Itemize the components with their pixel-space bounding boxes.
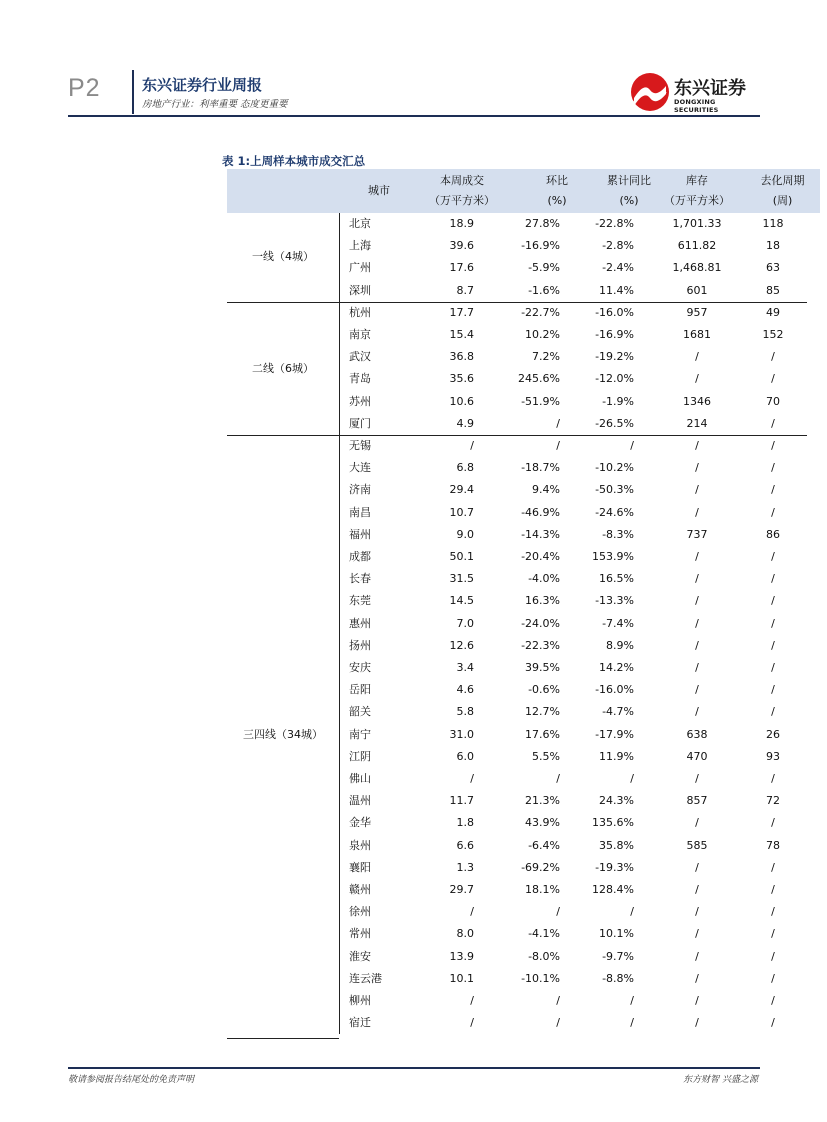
wow-cell: /	[556, 439, 560, 452]
header-ytd-yoy: 累计同比	[607, 174, 651, 187]
weekly-volume-cell: 11.7	[449, 794, 474, 808]
weekly-volume-cell: 1.3	[456, 860, 474, 874]
city-cell: 连云港	[349, 971, 382, 985]
inventory-cell: 638	[686, 727, 708, 741]
ytd-yoy-cell: -7.4%	[602, 616, 634, 630]
wow-cell: 12.7%	[525, 705, 560, 719]
wow-cell: -1.6%	[528, 283, 560, 297]
destock-cycle-cell: /	[771, 883, 775, 896]
destock-cycle-cell: /	[771, 372, 775, 386]
ytd-yoy-cell: 10.1%	[599, 927, 634, 941]
city-cell: 上海	[349, 239, 371, 253]
city-cell: 江阴	[349, 749, 371, 763]
wow-cell: /	[556, 1016, 560, 1030]
city-cell: 武汉	[349, 350, 371, 364]
city-cell: 韶关	[349, 705, 371, 719]
ytd-yoy-cell: 153.9%	[592, 550, 634, 563]
inventory-cell: /	[695, 927, 699, 941]
header-divider	[132, 70, 134, 114]
ytd-yoy-cell: -9.7%	[602, 949, 634, 963]
ytd-yoy-cell: 11.4%	[599, 283, 634, 297]
header-inventory-unit: （万平方米）	[664, 194, 730, 207]
company-logo	[630, 70, 760, 114]
ytd-yoy-cell: -2.4%	[602, 261, 634, 275]
inventory-cell: /	[695, 483, 699, 497]
wow-cell: 245.6%	[518, 372, 560, 386]
destock-cycle-cell: /	[771, 572, 775, 586]
destock-cycle-cell: 78	[766, 838, 780, 852]
report-title: 东兴证券行业周报	[142, 76, 263, 94]
weekly-volume-cell: 39.6	[449, 239, 474, 253]
weekly-volume-cell: /	[470, 905, 474, 919]
destock-cycle-cell: /	[771, 705, 775, 719]
wow-cell: 10.2%	[525, 328, 560, 341]
ytd-yoy-cell: -19.2%	[595, 350, 634, 364]
wow-cell: 27.8%	[525, 217, 560, 230]
wow-cell: -24.0%	[521, 616, 560, 630]
city-cell: 北京	[349, 217, 371, 230]
city-cell: 南昌	[349, 505, 371, 519]
ytd-yoy-cell: -24.6%	[595, 505, 634, 519]
destock-cycle-cell: /	[771, 860, 775, 874]
header-weekly-volume-unit: （万平方米）	[429, 194, 495, 207]
weekly-volume-cell: /	[470, 994, 474, 1007]
weekly-volume-cell: 7.0	[456, 616, 474, 630]
inventory-cell: /	[695, 505, 699, 519]
weekly-volume-cell: 9.0	[456, 527, 474, 541]
wow-cell: -4.1%	[528, 927, 560, 941]
city-cell: 金华	[349, 816, 371, 830]
weekly-volume-cell: 17.6	[449, 261, 474, 275]
inventory-cell: /	[695, 661, 699, 674]
ytd-yoy-cell: /	[630, 1016, 634, 1030]
wow-cell: -51.9%	[521, 394, 560, 408]
weekly-volume-cell: /	[470, 439, 474, 452]
header-inventory: 库存	[686, 174, 708, 187]
inventory-cell: 957	[686, 305, 708, 319]
weekly-volume-cell: 10.1	[449, 971, 474, 985]
ytd-yoy-cell: -8.3%	[602, 527, 634, 541]
city-cell: 温州	[349, 794, 371, 808]
wow-cell: -20.4%	[521, 550, 560, 563]
destock-cycle-cell: 63	[766, 261, 780, 275]
city-cell: 赣州	[349, 883, 371, 896]
destock-cycle-cell: /	[771, 594, 775, 608]
destock-cycle-cell: /	[771, 905, 775, 919]
destock-cycle-cell: /	[771, 416, 775, 430]
inventory-cell: 1,701.33	[672, 217, 722, 230]
city-cell: 杭州	[349, 305, 371, 319]
wow-cell: 7.2%	[532, 350, 560, 364]
weekly-volume-cell: 5.8	[456, 705, 474, 719]
city-cell: 东莞	[349, 594, 371, 608]
wow-cell: /	[556, 772, 560, 785]
wow-cell: 16.3%	[525, 594, 560, 608]
wow-cell: -14.3%	[521, 527, 560, 541]
city-cell: 大连	[349, 461, 371, 475]
tier-label: 三四线（34城）	[243, 728, 323, 741]
ytd-yoy-cell: 8.9%	[606, 638, 634, 652]
weekly-volume-cell: 10.6	[449, 394, 474, 408]
ytd-yoy-cell: 35.8%	[599, 838, 634, 852]
weekly-volume-cell: 8.0	[456, 927, 474, 941]
ytd-yoy-cell: 24.3%	[599, 794, 634, 808]
city-cell: 广州	[349, 261, 371, 275]
footer-disclaimer: 敬请参阅报告结尾处的免责声明	[68, 1075, 195, 1085]
tier-label: 一线（4城）	[252, 250, 314, 263]
table-header	[227, 169, 820, 213]
weekly-volume-cell: 31.5	[449, 572, 474, 586]
wow-cell: -0.6%	[528, 683, 560, 697]
ytd-yoy-cell: -16.9%	[595, 328, 634, 341]
header-ytd-yoy-unit: (%)	[619, 194, 639, 207]
inventory-cell: /	[695, 949, 699, 963]
wow-cell: 5.5%	[532, 749, 560, 763]
destock-cycle-cell: 93	[766, 749, 780, 763]
inventory-cell: /	[695, 971, 699, 985]
city-cell: 宿迁	[349, 1016, 371, 1030]
weekly-volume-cell: 29.7	[449, 883, 474, 896]
city-cell: 深圳	[349, 283, 371, 297]
ytd-yoy-cell: /	[630, 772, 634, 785]
city-cell: 岳阳	[349, 683, 371, 697]
inventory-cell: /	[695, 594, 699, 608]
inventory-cell: 1346	[683, 394, 711, 408]
inventory-cell: /	[695, 1016, 699, 1030]
city-cell: 安庆	[349, 661, 371, 674]
inventory-cell: 470	[686, 749, 708, 763]
destock-cycle-cell: 18	[766, 239, 780, 253]
inventory-cell: /	[695, 638, 699, 652]
inventory-cell: /	[695, 350, 699, 364]
ytd-yoy-cell: 128.4%	[592, 883, 634, 896]
inventory-cell: 1681	[683, 328, 711, 341]
ytd-yoy-cell: -4.7%	[602, 705, 634, 719]
header-weekly-volume: 本周成交	[440, 174, 484, 187]
weekly-volume-cell: 13.9	[449, 949, 474, 963]
inventory-cell: 585	[686, 838, 708, 852]
city-cell: 无锡	[349, 439, 371, 452]
inventory-cell: /	[695, 772, 699, 785]
weekly-volume-cell: 1.8	[456, 816, 474, 830]
footer-slogan: 东方财智 兴盛之源	[683, 1075, 758, 1085]
destock-cycle-cell: /	[771, 994, 775, 1007]
inventory-cell: /	[695, 550, 699, 563]
destock-cycle-cell: 152	[762, 328, 784, 341]
destock-cycle-cell: /	[771, 683, 775, 697]
city-cell: 柳州	[349, 994, 371, 1007]
wow-cell: 43.9%	[525, 816, 560, 830]
city-cell: 苏州	[349, 394, 371, 408]
ytd-yoy-cell: /	[630, 439, 634, 452]
ytd-yoy-cell: /	[630, 905, 634, 919]
city-cell: 厦门	[349, 416, 371, 430]
weekly-volume-cell: 29.4	[449, 483, 474, 497]
tier-label: 二线（6城）	[252, 361, 314, 375]
ytd-yoy-cell: -1.9%	[602, 394, 634, 408]
weekly-volume-cell: 3.4	[456, 661, 474, 674]
ytd-yoy-cell: -8.8%	[602, 971, 634, 985]
header-wow: 环比	[546, 174, 568, 187]
inventory-cell: /	[695, 905, 699, 919]
city-cell: 南京	[349, 328, 371, 341]
inventory-cell: /	[695, 816, 699, 830]
weekly-volume-cell: 14.5	[449, 594, 474, 608]
wow-cell: /	[556, 416, 560, 430]
table-body	[227, 213, 820, 1040]
header-destock-cycle-unit: (周)	[772, 194, 793, 207]
wow-cell: 18.1%	[525, 883, 560, 896]
city-cell: 徐州	[349, 905, 371, 919]
weekly-volume-cell: 18.9	[449, 217, 474, 230]
tier-divider	[339, 213, 340, 302]
page-number: P2	[68, 74, 101, 102]
city-cell: 长春	[349, 572, 371, 586]
group-rule	[227, 1038, 339, 1039]
logo-text: 东兴证券	[674, 78, 746, 99]
destock-cycle-cell: /	[771, 927, 775, 941]
ytd-yoy-cell: -13.3%	[595, 594, 634, 608]
inventory-cell: /	[695, 683, 699, 697]
wow-cell: -18.7%	[521, 461, 560, 475]
wow-cell: -5.9%	[528, 261, 560, 275]
city-cell: 佛山	[349, 772, 371, 785]
report-subtitle: 房地产行业：利率重要 态度更重要	[142, 99, 288, 110]
city-cell: 福州	[349, 527, 371, 541]
ytd-yoy-cell: 135.6%	[592, 816, 634, 830]
weekly-volume-cell: 12.6	[449, 638, 474, 652]
weekly-volume-cell: /	[470, 772, 474, 785]
ytd-yoy-cell: -12.0%	[595, 372, 634, 386]
destock-cycle-cell: /	[771, 772, 775, 785]
city-cell: 成都	[349, 550, 371, 563]
inventory-cell: /	[695, 439, 699, 452]
weekly-volume-cell: 4.9	[456, 416, 474, 430]
ytd-yoy-cell: 16.5%	[599, 572, 634, 586]
inventory-cell: /	[695, 994, 699, 1007]
wow-cell: 17.6%	[525, 727, 560, 741]
inventory-cell: /	[695, 860, 699, 874]
weekly-volume-cell: /	[470, 1016, 474, 1030]
inventory-cell: 857	[686, 794, 708, 808]
destock-cycle-cell: /	[771, 505, 775, 519]
wow-cell: /	[556, 905, 560, 919]
ytd-yoy-cell: -26.5%	[595, 416, 634, 430]
destock-cycle-cell: 86	[766, 527, 780, 541]
wow-cell: -10.1%	[521, 971, 560, 985]
logo-english: DONGXING SECURITIES	[674, 98, 719, 114]
page-header	[68, 66, 760, 116]
wow-cell: -22.7%	[521, 305, 560, 319]
weekly-volume-cell: 6.8	[456, 461, 474, 475]
wow-cell: -6.4%	[528, 838, 560, 852]
destock-cycle-cell: /	[771, 439, 775, 452]
wow-cell: -4.0%	[528, 572, 560, 586]
destock-cycle-cell: /	[771, 816, 775, 830]
destock-cycle-cell: /	[771, 638, 775, 652]
wow-cell: -16.9%	[521, 239, 560, 253]
weekly-volume-cell: 50.1	[449, 550, 474, 563]
destock-cycle-cell: /	[771, 483, 775, 497]
weekly-volume-cell: 35.6	[449, 372, 474, 386]
destock-cycle-cell: 70	[766, 394, 780, 408]
ytd-yoy-cell: -17.9%	[595, 727, 634, 741]
city-cell: 常州	[349, 927, 371, 941]
weekly-volume-cell: 17.7	[449, 305, 474, 319]
ytd-yoy-cell: 11.9%	[599, 749, 634, 763]
wow-cell: -22.3%	[521, 638, 560, 652]
ytd-yoy-cell: -2.8%	[602, 239, 634, 253]
table-caption: 表 1:上周样本城市成交汇总	[222, 154, 366, 168]
header-destock-cycle: 去化周期	[760, 174, 805, 187]
weekly-volume-cell: 15.4	[449, 328, 474, 341]
ytd-yoy-cell: -22.8%	[595, 217, 634, 230]
wow-cell: 9.4%	[532, 483, 560, 497]
city-cell: 南宁	[349, 727, 371, 741]
footer-rule	[68, 1067, 760, 1069]
inventory-cell: /	[695, 705, 699, 719]
destock-cycle-cell: /	[771, 971, 775, 985]
weekly-volume-cell: 6.0	[456, 749, 474, 763]
destock-cycle-cell: /	[771, 1016, 775, 1030]
city-cell: 扬州	[349, 638, 371, 652]
weekly-volume-cell: 4.6	[456, 683, 474, 697]
destock-cycle-cell: 72	[766, 794, 780, 808]
city-cell: 襄阳	[349, 860, 371, 874]
inventory-cell: 611.82	[677, 239, 717, 253]
tier-divider	[339, 435, 340, 1034]
wow-cell: -8.0%	[528, 949, 560, 963]
ytd-yoy-cell: -50.3%	[595, 483, 634, 497]
wow-cell: /	[556, 994, 560, 1007]
header-wow-unit: (%)	[547, 194, 567, 207]
inventory-cell: /	[695, 461, 699, 475]
weekly-volume-cell: 31.0	[449, 727, 474, 741]
weekly-volume-cell: 8.7	[456, 283, 474, 297]
tier-divider	[339, 302, 340, 435]
destock-cycle-cell: /	[771, 350, 775, 364]
weekly-volume-cell: 6.6	[456, 838, 474, 852]
wow-cell: -69.2%	[521, 860, 560, 874]
destock-cycle-cell: /	[771, 550, 775, 563]
inventory-cell: /	[695, 883, 699, 896]
wow-cell: -46.9%	[521, 505, 560, 519]
city-cell: 惠州	[349, 616, 371, 630]
destock-cycle-cell: 118	[762, 217, 784, 230]
destock-cycle-cell: /	[771, 616, 775, 630]
ytd-yoy-cell: 14.2%	[599, 661, 634, 674]
city-cell: 淮安	[349, 949, 371, 963]
destock-cycle-cell: 49	[766, 305, 780, 319]
destock-cycle-cell: /	[771, 661, 775, 674]
ytd-yoy-cell: -10.2%	[595, 461, 634, 475]
destock-cycle-cell: 85	[766, 283, 780, 297]
ytd-yoy-cell: -16.0%	[595, 683, 634, 697]
weekly-volume-cell: 36.8	[449, 350, 474, 364]
header-rule	[68, 115, 760, 117]
header-city: 城市	[368, 184, 390, 197]
weekly-volume-cell: 10.7	[449, 505, 474, 519]
wow-cell: 21.3%	[525, 794, 560, 808]
inventory-cell: /	[695, 616, 699, 630]
destock-cycle-cell: 26	[766, 727, 780, 741]
destock-cycle-cell: /	[771, 461, 775, 475]
city-cell: 泉州	[349, 838, 371, 852]
inventory-cell: /	[695, 372, 699, 386]
ytd-yoy-cell: -19.3%	[595, 860, 634, 874]
city-cell: 青岛	[349, 372, 371, 386]
inventory-cell: /	[695, 572, 699, 586]
wow-cell: 39.5%	[525, 661, 560, 674]
inventory-cell: 1,468.81	[672, 261, 722, 275]
logo-mark-icon	[630, 72, 670, 112]
inventory-cell: 737	[686, 527, 708, 541]
destock-cycle-cell: /	[771, 949, 775, 963]
ytd-yoy-cell: -16.0%	[595, 305, 634, 319]
inventory-cell: 214	[686, 416, 708, 430]
city-cell: 济南	[349, 483, 371, 497]
ytd-yoy-cell: /	[630, 994, 634, 1007]
inventory-cell: 601	[686, 283, 708, 297]
transaction-table	[227, 169, 820, 1040]
